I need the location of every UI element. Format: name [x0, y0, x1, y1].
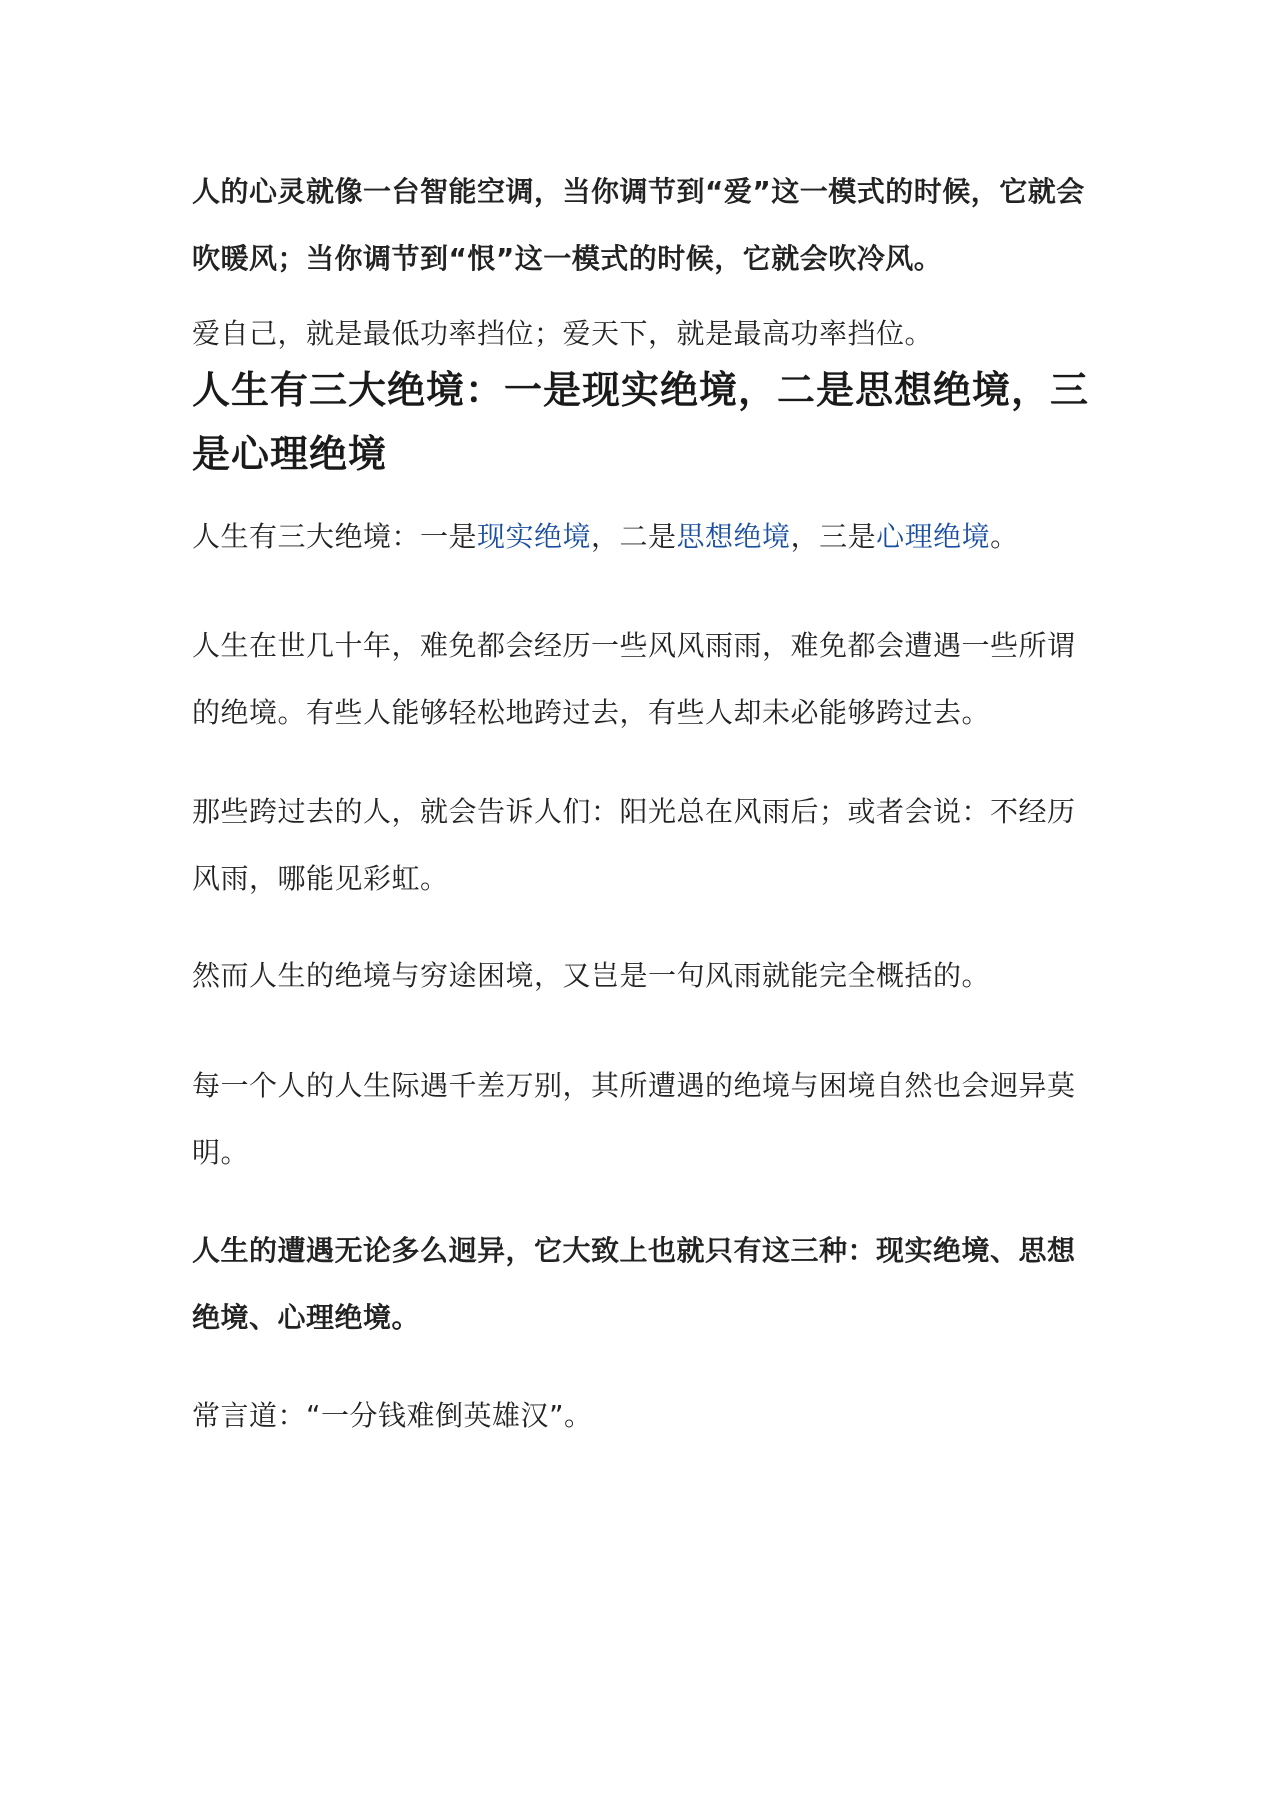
link-thought-impasse[interactable]: 思想绝境: [676, 520, 791, 553]
paragraph-three-kinds: 人生的遭遇无论多么迥异，它大致上也就只有这三种：现实绝境、思想绝境、心理绝境。: [192, 1234, 1076, 1334]
paragraph-power-levels: 爱自己，就是最低功率挡位；爱天下，就是最高功率挡位。: [192, 317, 934, 350]
paragraph-saying: 常言道：“一分钱难倒英雄汉”。: [192, 1399, 593, 1432]
paragraph-three-impasses: [192, 503, 1092, 570]
paragraph-air-conditioner: 人的心灵就像一台智能空调，当你调节到“爱”这一模式的时候，它就会吹暖风；当你调节到“恨”这一模式的时候，它就会吹冷风。: [192, 175, 1085, 275]
paragraph-text: 。: [990, 520, 1019, 553]
paragraph-text: 人生有三大绝境：一是: [192, 520, 478, 553]
link-reality-impasse[interactable]: 现实绝境: [477, 520, 592, 553]
paragraph-not-summarized: 然而人生的绝境与穷途困境，又岂是一句风雨就能完全概括的。: [192, 959, 991, 992]
link-psychological-impasse[interactable]: 心理绝境: [876, 520, 991, 553]
paragraph-life-storms: 人生在世几十年，难免都会经历一些风风雨雨，难免都会遭遇一些所谓的绝境。有些人能够轻松地跨过去，有些人却未必能够跨过去。: [192, 629, 1076, 729]
paragraph-text: ，二是: [591, 520, 677, 553]
paragraph-different-fates: 每一个人的人生际遇千差万别，其所遭遇的绝境与困境自然也会迥异莫明。: [192, 1069, 1076, 1169]
paragraph-text: ，三是: [790, 520, 877, 553]
paragraph-rainbow: 那些跨过去的人，就会告诉人们：阳光总在风雨后；或者会说：不经历风雨，哪能见彩虹。: [192, 795, 1076, 895]
section-heading: 人生有三大绝境：一是现实绝境，二是思想绝境，三是心理绝境: [192, 367, 1090, 476]
